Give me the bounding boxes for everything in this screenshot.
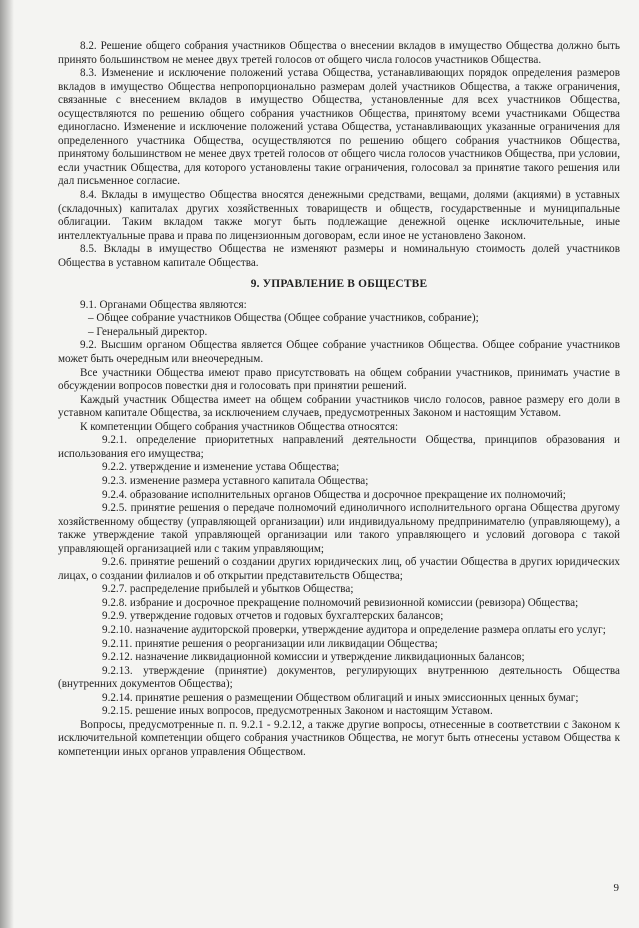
competence-item: 9.2.6. принятие решений о создании других юридических лиц, об участии Общества в других юридических лицах, о создании филиалов и об открытии представительств Общества;	[58, 556, 620, 582]
paragraph-exclusive-competence: Вопросы, предусмотренные п. п. 9.2.1 - 9.2.12, а также другие вопросы, отнесенные в соответствии с Законом к исключительной компетенции общего собрания участников Общества, не могут быть отнесены уставом Общества к компетенции иных органов управления Обществом.	[58, 718, 620, 758]
competence-item: 9.2.5. принятие решения о передаче полномочий единоличного исполнительного органа Общества другому хозяйственному обществу (управляющей организации) или индивидуальному предпринимателю (управляющему), а также утверждение такой управляющей организации или такого управляющего и условий договора с такой управляющей организацией или с таким управляющим;	[58, 502, 620, 555]
paragraph-all-participants: Все участники Общества имеют право присутствовать на общем собрании участников, принимать участие в обсуждении вопросов повестки дня и голосовать при принятии решений.	[58, 366, 620, 393]
competence-item: 9.2.11. принятие решения о реорганизации или ликвидации Общества;	[102, 637, 438, 650]
paragraph-8-5: 8.5. Вклады в имущество Общества не изменяют размеры и номинальную стоимость долей участников Общества в уставном капитале Общества.	[58, 243, 620, 269]
competence-item: 9.2.9. утверждение годовых отчетов и годовых бухгалтерских балансов;	[102, 610, 444, 623]
document-body	[58, 40, 620, 759]
competence-item: 9.2.12. назначение ликвидационной комиссии и утверждение ликвидационных балансов;	[102, 651, 525, 664]
competence-item: 9.2.13. утверждение (принятие) документов, регулирующих внутреннюю деятельность Общества (внутренних документов Общества);	[58, 664, 620, 691]
section-heading-9: 9. УПРАВЛЕНИЕ В ОБЩЕСТВЕ	[250, 278, 428, 291]
competence-item: 9.2.4. образование исполнительных органов Общества и досрочное прекращение их полномочий;	[102, 488, 566, 501]
competence-item: 9.2.14. принятие решения о размещении Обществом облигаций и иных эмиссионных ценных бумаг;	[102, 691, 579, 704]
paragraph-9-1: 9.1. Органами Общества являются:	[80, 298, 247, 311]
competence-item: 9.2.7. распределение прибылей и убытков Общества;	[102, 583, 354, 596]
paragraph-8-3: 8.3. Изменение и исключение положений устава Общества, устанавливающих порядок определения размеров вкладов в имущество Общества непропорционально размерам долей участников Общества, а также ограничения, связанные с внесением вкладов в имущество Общества, установленные для всех участников Общества, осуществляются по решению общего собрания участников Общества, принятому всеми участниками Общества единогласно. Изменение и исключение положений устава Общества, устанавливающих указанные ограничения для определенного участника Общества, осуществляются по решению общего собрания участников Общества, принятому большинством не менее двух третей голосов от общего числа голосов участников Общества, при условии, если участник Общества, для которого установлены такие ограничения, голосовал за принятие такого решения или дал письменное согласие.	[58, 67, 620, 188]
paragraph-8-4: 8.4. Вклады в имущество Общества вносятся денежными средствами, вещами, долями (акциями) в уставных (складочных) капиталах других хозяйственных товариществ и обществ, государственные и муниципальные облигации. Таким вкладом также могут быть подлежащие денежной оценке исключительные, иные интеллектуальные права и права по лицензионным договорам, если иное не установлено Законом.	[58, 189, 620, 242]
paragraph-competence: К компетенции Общего собрания участников Общества относятся:	[80, 420, 399, 433]
competence-item: 9.2.15. решение иных вопросов, предусмотренных Законом и настоящим Уставом.	[102, 705, 493, 718]
paragraph-8-2: 8.2. Решение общего собрания участников Общества о внесении вкладов в имущество Общества должно быть принято большинством не менее двух третей голосов от общего числа голосов участников Общества.	[58, 40, 620, 66]
competence-item: 9.2.3. изменение размера уставного капитала Общества;	[102, 474, 369, 487]
competence-item: 9.2.1. определение приоритетных направлений деятельности Общества, принципов образования и использования его имущества;	[58, 434, 620, 460]
list-item: – Общее собрание участников Общества (Общее собрание участников, собрание);	[88, 312, 479, 325]
binding-shadow	[0, 0, 14, 928]
list-item: – Генеральный директор.	[88, 325, 208, 338]
page-number: 9	[613, 882, 619, 894]
competence-item: 9.2.10. назначение аудиторской проверки, утверждение аудитора и определение размера оплаты его услуг;	[102, 623, 606, 636]
competence-item: 9.2.8. избрание и досрочное прекращение полномочий ревизионной комиссии (ревизора) Общества;	[102, 596, 579, 609]
paragraph-9-2: 9.2. Высшим органом Общества является Общее собрание участников Общества. Общее собрание участников может быть очередным или внеочередным.	[58, 339, 620, 366]
paragraph-each-participant: Каждый участник Общества имеет на общем собрании участников число голосов, равное размеру его доли в уставном капитале Общества, за исключением случаев, предусмотренных Законом и настоящим Уставом.	[58, 393, 620, 420]
competence-item: 9.2.2. утверждение и изменение устава Общества;	[102, 461, 340, 474]
